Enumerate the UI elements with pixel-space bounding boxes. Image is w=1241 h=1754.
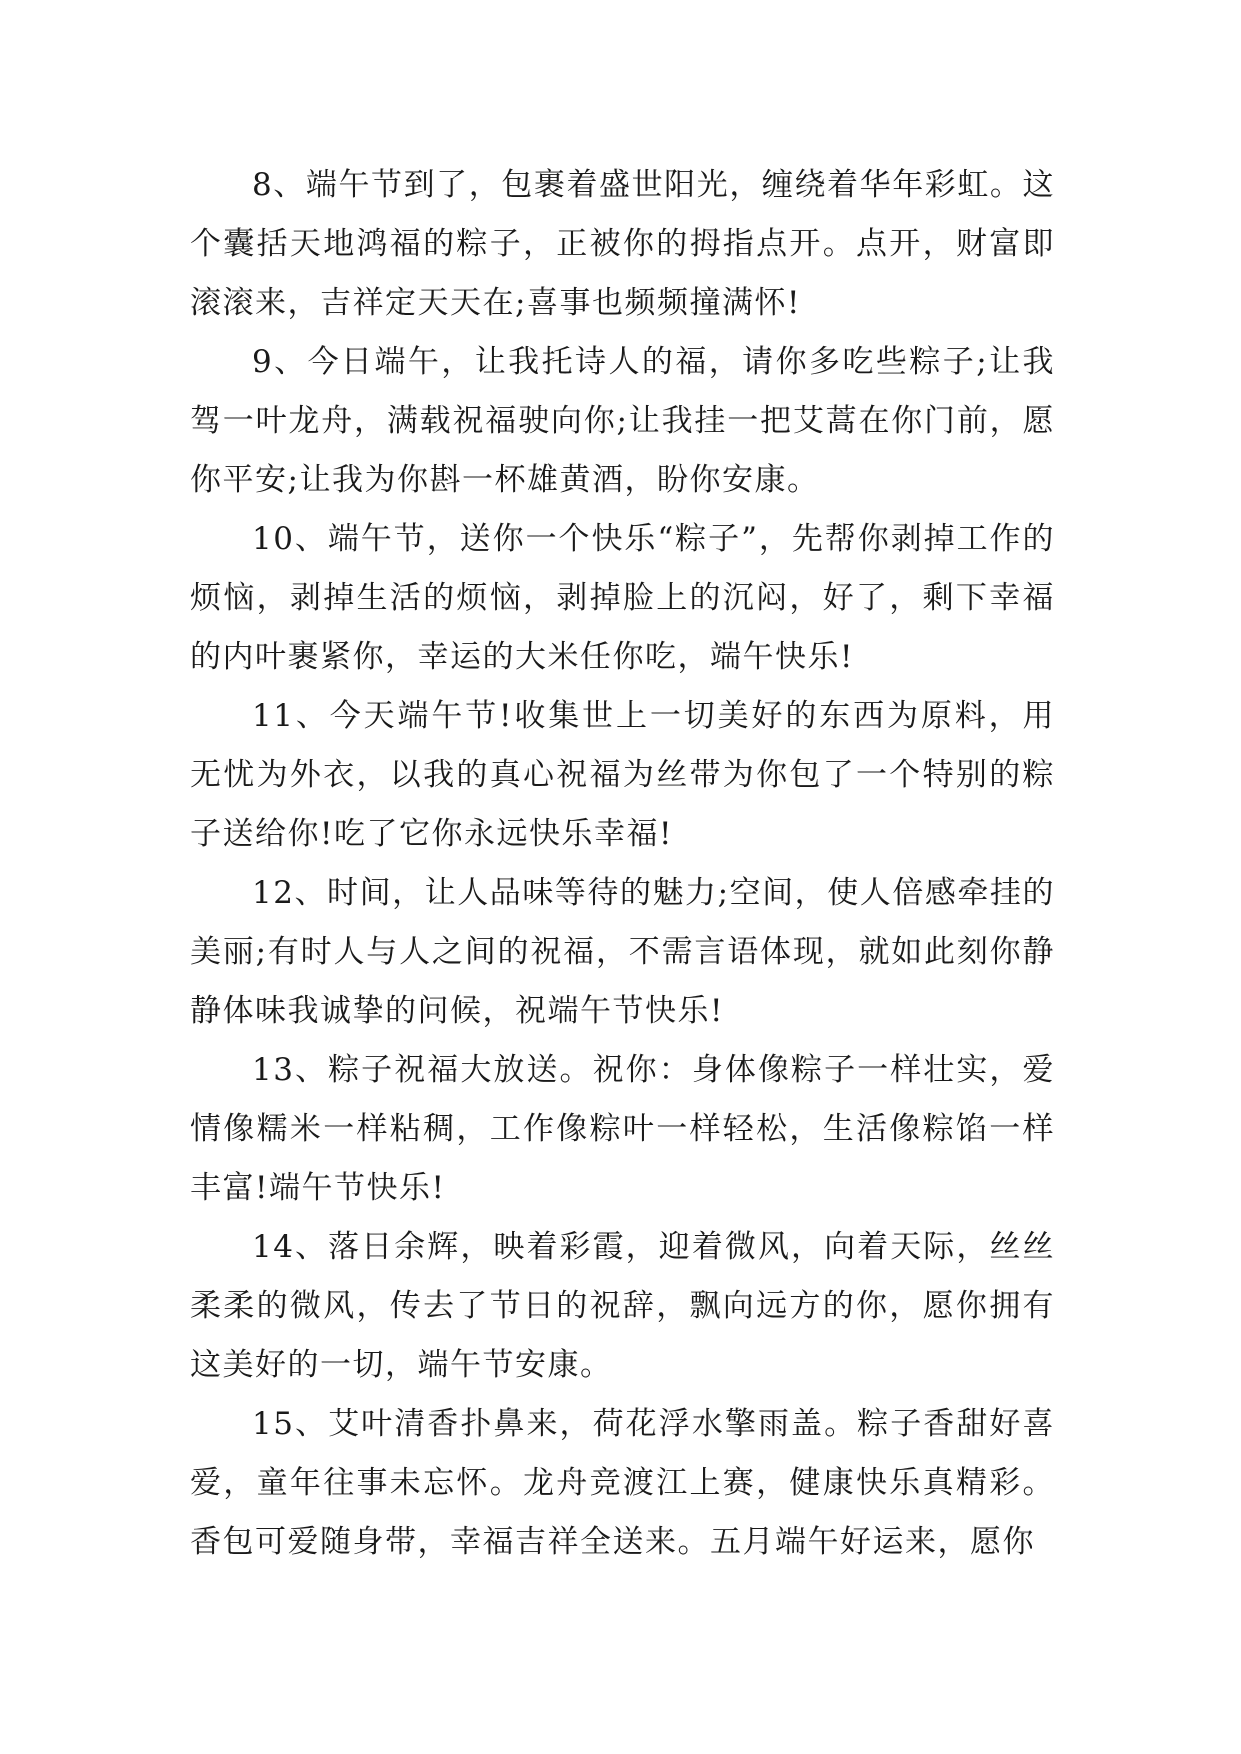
paragraph-12: 12、时间，让人品味等待的魅力;空间，使人倍感牵挂的美丽;有时人与人之间的祝福，不需言语体现，就如此刻你静静体味我诚挚的问候，祝端午节快乐! [190, 875, 1055, 1029]
paragraph-13: 13、粽子祝福大放送。祝你：身体像粽子一样壮实，爱情像糯米一样粘稠，工作像粽叶一样轻松，生活像粽馅一样丰富!端午节快乐! [190, 1052, 1055, 1206]
paragraph-10: 10、端午节，送你一个快乐“粽子”，先帮你剥掉工作的烦恼，剥掉生活的烦恼，剥掉脸上的沉闷，好了，剩下幸福的内叶裹紧你，幸运的大米任你吃，端午快乐! [190, 521, 1055, 675]
paragraph-8: 8、端午节到了，包裹着盛世阳光，缠绕着华年彩虹。这个囊括天地鸿福的粽子，正被你的拇指点开。点开，财富即滚滚来，吉祥定天天在;喜事也频频撞满怀! [190, 167, 1055, 321]
paragraph-9: 9、今日端午，让我托诗人的福，请你多吃些粽子;让我驾一叶龙舟，满载祝福驶向你;让我挂一把艾蒿在你门前，愿你平安;让我为你斟一杯雄黄酒，盼你安康。 [190, 344, 1055, 498]
paragraph-11: 11、今天端午节!收集世上一切美好的东西为原料，用无忧为外衣，以我的真心祝福为丝带为你包了一个特别的粽子送给你!吃了它你永远快乐幸福! [190, 698, 1055, 852]
paragraph-14: 14、落日余辉，映着彩霞，迎着微风，向着天际，丝丝柔柔的微风，传去了节日的祝辞，飘向远方的你，愿你拥有这美好的一切，端午节安康。 [190, 1229, 1055, 1383]
document-body [190, 156, 1055, 1572]
paragraph-15: 15、艾叶清香扑鼻来，荷花浮水擎雨盖。粽子香甜好喜爱，童年往事未忘怀。龙舟竞渡江上赛，健康快乐真精彩。香包可爱随身带，幸福吉祥全送来。五月端午好运来，愿你 [190, 1406, 1055, 1560]
